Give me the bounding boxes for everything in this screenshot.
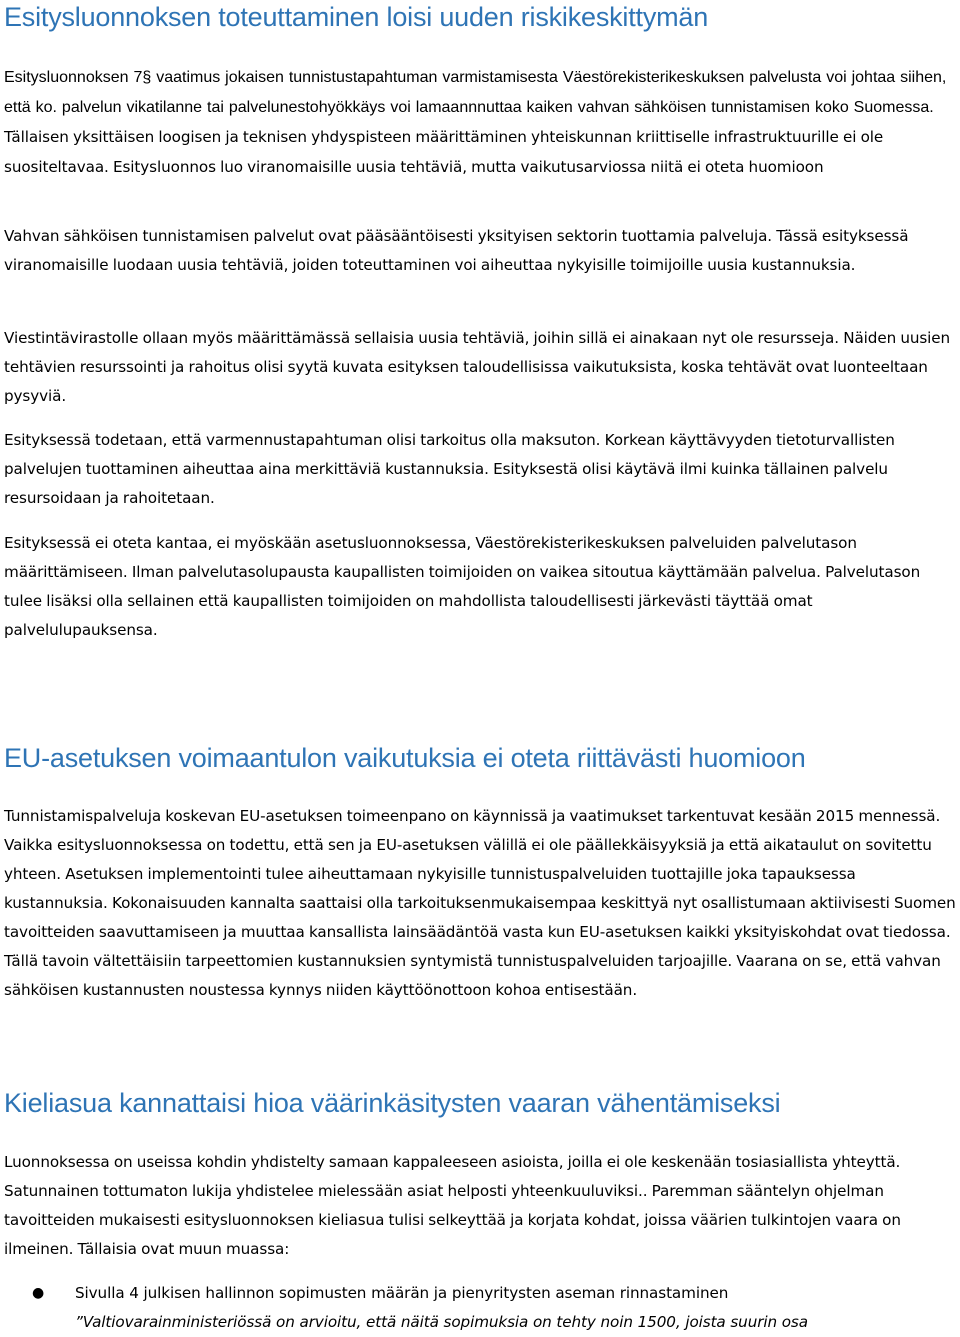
section-heading: EU-asetuksen voimaantulon vaikutuksia ei oteta riittävästi huomioon	[4, 743, 806, 773]
paragraph-text: Tällaisen yksittäisen loogisen ja teknisen yhdyspisteen määrittäminen yhteiskunnan kriittiselle infrastruktuurille ei ole suositeltavaa. Esitysluonnos luo viranomaisille uusia tehtäviä, mutta vaikutusarviossa niitä ei oteta huomioon	[4, 128, 884, 176]
paragraph-text: Viestintävirastolle ollaan myös määrittämässä sellaisia uusia tehtäviä, joihin sillä ei ainakaan nyt ole resursseja. Näiden uusien tehtävien resurssointi ja rahoitus olisi syytä kuvata esityksen taloudellisissa vaikutuksista, koska tehtävät ovat luonteeltaan pysyviä.	[4, 329, 951, 405]
section-heading: Kieliasua kannattaisi hioa väärinkäsitysten vaaran vähentämiseksi	[4, 1088, 781, 1118]
paragraph	[4, 1148, 956, 1264]
paragraph	[4, 802, 956, 1005]
paragraph-text: Esityksessä ei oteta kantaa, ei myöskään asetusluonnoksessa, Väestörekisterikeskuksen palveluiden palvelutason määrittämiseen. Ilman palvelutasolupausta kaupallisten toimijoiden on vaikea sitoutua käyttämään palvelua. Palvelutason tulee lisäksi olla sellainen että kaupallisten toimijoiden on mahdollista taloudellisesti järkevästi täyttää omat palvelulupauksensa.	[4, 534, 921, 639]
paragraph-text: Luonnoksessa on useissa kohdin yhdistelty samaan kappaleeseen asioista, joilla ei ole keskenään tosiasiallista yhteyttä. Satunnainen tottumaton lukija yhdistelee mielessään asiat helposti yhteenkuuluviksi.. Paremman sääntelyn ohjelman tavoitteiden mukaisesti esitysluonnoksen kieliasua tulisi selkeyttää ja korjata kohdat, joissa väärien tulkintojen vaara on ilmeinen. Tällaisia ovat muun muassa:	[4, 1153, 901, 1258]
bullet-list	[4, 1279, 956, 1337]
paragraph-text: Esityksessä todetaan, että varmennustapahtuman olisi tarkoitus olla maksuton. Korkean käyttävyyden tietoturvallisten palvelujen tuottaminen aiheuttaa aina merkittäviä kustannuksia. Esityksestä olisi käytävä ilmi kuinka tällainen palvelu resursoidaan ja rahoitetaan.	[4, 431, 895, 507]
list-item-quote: ”Valtiovarainministeriössä on arvioitu, että näitä sopimuksia on tehty noin 1500, joista suurin osa	[75, 1313, 808, 1331]
bullet-icon: ●	[32, 1285, 45, 1301]
section-heading: Esitysluonnoksen toteuttaminen loisi uuden riskikeskittymän	[4, 2, 709, 32]
paragraph-text: Tunnistamispalveluja koskevan EU-asetuksen toimeenpano on käynnissä ja vaatimukset tarkentuvat kesään 2015 mennessä. Vaikka esitysluonnoksessa on todettu, että sen ja EU-asetuksen välillä ei ole päällekkäisyyksiä ja että aikataulut on sovitettu yhteen. Asetuksen implementointi tulee aiheuttamaan nykyisille tunnistuspalveluiden tuottajille joka tapauksessa kustannuksia. Kokonaisuuden kannalta saattaisi olla tarkoituksenmukaisempaa keskittyä nyt osallistumaan aktiivisesti Suomen tavoitteiden saavuttamiseen ja muuttaa kansallista lainsäädäntöä vasta kun EU-asetuksen kaikki yksityiskohdat ovat tiedossa. Tällä tavoin vältettäisiin tarpeettomien kustannuksien syntymistä tunnistuspalveluiden tarjoajille. Vaarana on se, että vahvan sähköisen kustannusten noustessa kynnys niiden käyttöönottoon kohoa entisestään.	[4, 807, 956, 999]
paragraph-lead: Esitysluonnoksen 7§ vaatimus jokaisen tunnistustapahtuman varmistamisesta Väestörekisterikeskuksen palvelusta voi johtaa siihen, että ko. palvelun vikatilanne tai palvelunestohyökkäys voi lamaannnuttaa kaiken vahvan sähköisen tunnistamisen koko Suomessa.	[4, 69, 947, 116]
paragraph	[4, 426, 956, 513]
list-item-text: Sivulla 4 julkisen hallinnon sopimusten määrän ja pienyritysten aseman rinnastaminen	[75, 1284, 729, 1302]
paragraph	[4, 529, 956, 645]
list-item	[4, 1279, 956, 1337]
paragraph-text: Vahvan sähköisen tunnistamisen palvelut ovat pääsääntöisesti yksityisen sektorin tuottamia palveluja. Tässä esityksessä viranomaisille luodaan uusia tehtäviä, joiden toteuttaminen voi aiheuttaa nykyisille toimijoille uusia kustannuksia.	[4, 227, 909, 274]
paragraph	[4, 324, 956, 411]
paragraph	[4, 222, 956, 280]
paragraph	[4, 62, 956, 182]
